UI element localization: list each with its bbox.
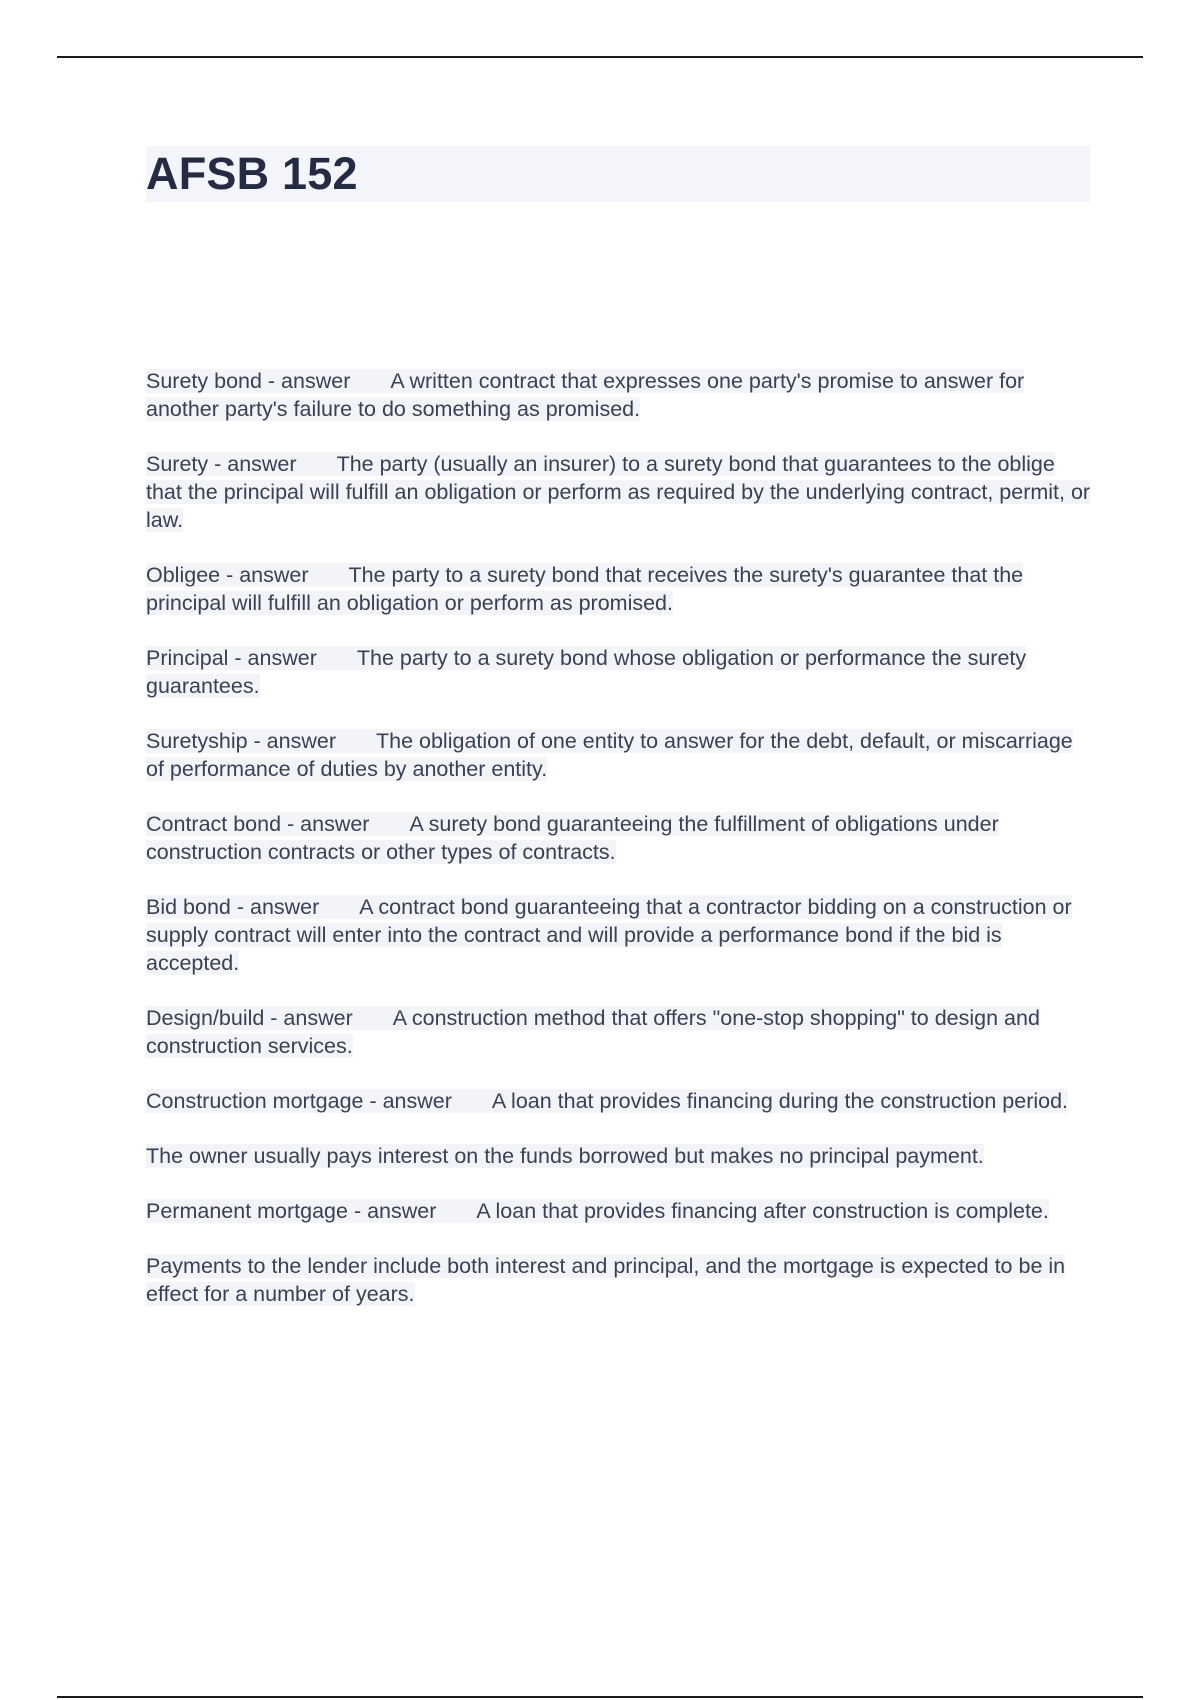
- entry-definition: A construction method that offers "one-stop shopping" to design and construction services.: [146, 1006, 1040, 1058]
- entry-definition: The obligation of one entity to answer for the debt, default, or miscarriage of performance of duties by another entity.: [146, 729, 1073, 781]
- entry-definition: A written contract that expresses one party's promise to answer for another party's failure to do something as promised.: [146, 369, 1025, 421]
- list-item: [146, 450, 1096, 534]
- entry-definition: A surety bond guaranteeing the fulfillment of obligations under construction contracts or other types of contracts.: [146, 812, 999, 864]
- top-divider: [57, 56, 1143, 58]
- flashcard-list: [146, 367, 1096, 1335]
- entry-note: Payments to the lender include both interest and principal, and the mortgage is expected to be in effect for a number of years.: [146, 1254, 1066, 1306]
- entry-definition: A loan that provides financing during the construction period.: [491, 1089, 1069, 1113]
- list-item: [146, 367, 1096, 423]
- entry-definition: The party (usually an insurer) to a surety bond that guarantees to the oblige that the principal will fulfill an obligation or perform as required by the underlying contract, permit, or law.: [146, 452, 1091, 532]
- list-item: [146, 1197, 1096, 1225]
- entry-definition: A loan that provides financing after construction is complete.: [476, 1199, 1049, 1223]
- list-item: [146, 727, 1096, 783]
- entry-term: Principal - answer: [146, 646, 317, 670]
- entry-term: Surety bond - answer: [146, 369, 351, 393]
- entry-term: Bid bond - answer: [146, 895, 320, 919]
- entry-definition: A contract bond guaranteeing that a contractor bidding on a construction or supply contract will enter into the contract and will provide a performance bond if the bid is accepted.: [146, 895, 1072, 975]
- page-title: AFSB 152: [146, 148, 358, 199]
- entry-term: Construction mortgage - answer: [146, 1089, 452, 1113]
- list-item: [146, 1087, 1096, 1115]
- list-item: [146, 1142, 1096, 1170]
- entry-definition: The party to a surety bond whose obligation or performance the surety guarantees.: [146, 646, 1027, 698]
- entry-note: The owner usually pays interest on the funds borrowed but makes no principal payment.: [146, 1144, 984, 1168]
- list-item: [146, 893, 1096, 977]
- entry-term: Design/build - answer: [146, 1006, 353, 1030]
- bottom-divider: [57, 1696, 1143, 1698]
- entry-term: Surety - answer: [146, 452, 297, 476]
- entry-term: Suretyship - answer: [146, 729, 336, 753]
- list-item: [146, 1252, 1096, 1308]
- list-item: [146, 644, 1096, 700]
- list-item: [146, 1004, 1096, 1060]
- entry-term: Permanent mortgage - answer: [146, 1199, 437, 1223]
- entry-term: Contract bond - answer: [146, 812, 370, 836]
- entry-definition: The party to a surety bond that receives the surety's guarantee that the principal will fulfill an obligation or perform as promised.: [146, 563, 1024, 615]
- entry-term: Obligee - answer: [146, 563, 309, 587]
- list-item: [146, 561, 1096, 617]
- list-item: [146, 810, 1096, 866]
